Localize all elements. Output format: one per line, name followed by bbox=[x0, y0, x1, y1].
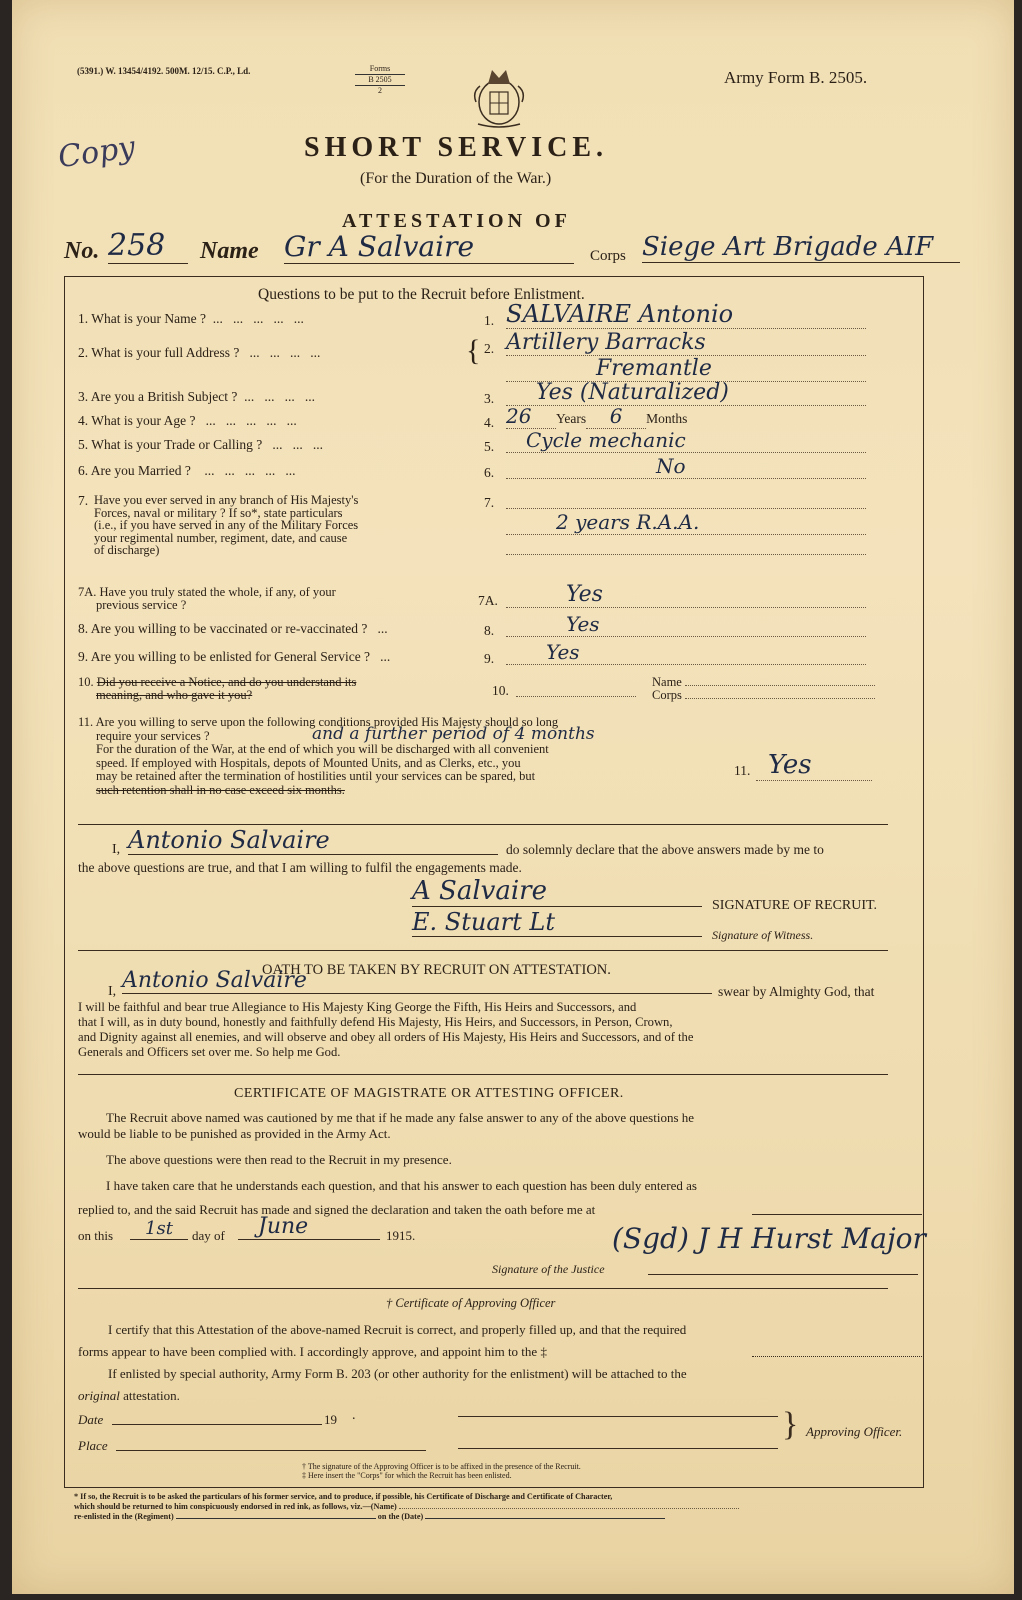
name-value: Gr A Salvaire bbox=[284, 230, 574, 264]
question-10: 10. Did you receive a Notice, and do you understand its meaning, and who gave it you? bbox=[78, 675, 357, 702]
approving-officer-label: Approving Officer. bbox=[806, 1424, 903, 1439]
answer-7-line3 bbox=[506, 546, 866, 555]
question-11: 11. Are you willing to serve upon the following conditions provided His Majesty should so long require your services ? For the duration of the War, at the end of which you will be discharged with all convenient speed. If employed with Hospitals, depots of Mounted Units, and as Clerks, etc., you may be retained after the termination of hostilities until your services can be spared, but such retention shall in no case exceed six months. bbox=[78, 715, 559, 797]
day-of-label: day of bbox=[192, 1228, 225, 1243]
answer-9: Yes bbox=[506, 640, 866, 665]
footnote bbox=[74, 1492, 739, 1522]
answer-7a: Yes bbox=[506, 582, 866, 608]
date-label: Date bbox=[78, 1412, 104, 1427]
corps-value: Siege Art Brigade AIF bbox=[642, 232, 960, 263]
answer-5: Cycle mechanic bbox=[506, 428, 866, 453]
answer-11: Yes bbox=[756, 750, 872, 781]
copy-note: Copy bbox=[55, 129, 138, 176]
approving-p2a: If enlisted by special authority, Army Form B. 203 (or other authority for the enlistment) will be attached to the bbox=[108, 1366, 687, 1381]
certificate-p1: The Recruit above named was cautioned by me that if he made any false answer to any of the above questions he would be liable to be punished as provided in the Army Act. bbox=[78, 1110, 695, 1141]
answer-3-num: 3. bbox=[484, 391, 495, 406]
officer-line-2 bbox=[458, 1448, 778, 1449]
oath-prefix: I, bbox=[108, 984, 117, 999]
question-8: 8. Are you willing to be vaccinated or re-vaccinated ? ... bbox=[78, 621, 388, 636]
oath-swear: swear by Almighty God, that bbox=[718, 984, 875, 999]
date-line bbox=[112, 1424, 322, 1425]
forms-ref-bottom: 2 bbox=[378, 86, 382, 95]
answer-2-line2: Fremantle bbox=[506, 356, 866, 382]
answer-7-line1 bbox=[506, 496, 866, 509]
year-value: 1915. bbox=[386, 1228, 416, 1243]
approving-heading: † Certificate of Approving Officer bbox=[386, 1296, 556, 1310]
forms-ref-top: Forms bbox=[369, 64, 391, 73]
answer-6: No bbox=[506, 454, 866, 479]
answer-7: 2 years R.A.A. bbox=[506, 510, 866, 535]
day-value: 1st bbox=[130, 1218, 188, 1240]
declaration-prefix: I, bbox=[112, 842, 121, 857]
question-11-insert: and a further period of 4 months bbox=[312, 724, 595, 744]
answer-10-num: 10. bbox=[492, 683, 509, 698]
place-line bbox=[752, 1214, 922, 1215]
question-1: 1. What is your Name ? ... ... ... ... ... bbox=[78, 311, 304, 326]
name-label: Name bbox=[200, 238, 259, 264]
answer-8-num: 8. bbox=[484, 623, 495, 638]
no-label: No. bbox=[64, 238, 100, 264]
attestation-heading: ATTESTATION OF bbox=[342, 210, 571, 232]
royal-coat-of-arms-icon bbox=[470, 62, 528, 130]
answer-6-num: 6. bbox=[484, 465, 495, 480]
questions-heading: Questions to be put to the Recruit before Enlistment. bbox=[258, 286, 585, 303]
approving-p2b: original attestation. bbox=[78, 1388, 180, 1403]
divider-declaration bbox=[78, 950, 888, 951]
oath-name: Antonio Salvaire bbox=[122, 968, 712, 994]
print-code: (5391.) W. 13454/4192. 500M. 12/15. C.P., Ld. bbox=[77, 66, 251, 76]
divider-oath bbox=[78, 1074, 888, 1075]
answer-1-num: 1. bbox=[484, 313, 495, 328]
certificate-p2: The above questions were then read to the Recruit in my presence. bbox=[106, 1152, 452, 1167]
place-line-approving bbox=[116, 1450, 426, 1451]
answer-11-num: 11. bbox=[734, 763, 751, 778]
answer-2-line1: Artillery Barracks bbox=[506, 330, 866, 356]
oath-line-4: Generals and Officers set over me. So help me God. bbox=[78, 1045, 341, 1059]
no-value: 258 bbox=[108, 228, 188, 264]
oath-line-2: that I will, as in duty bound, honestly and faithfully defend His Majesty, His Heirs, and Successors, in Person, Crown, bbox=[78, 1015, 673, 1029]
answer-4 bbox=[506, 404, 866, 429]
answer-9-num: 9. bbox=[484, 651, 495, 666]
answer-10-line bbox=[516, 684, 636, 697]
certificate-heading: CERTIFICATE OF MAGISTRATE OR ATTESTING OFFICER. bbox=[234, 1086, 624, 1101]
answer-3: Yes (Naturalized) bbox=[506, 380, 866, 406]
question-3: 3. Are you a British Subject ? ... ... ... ... bbox=[78, 389, 315, 404]
approving-notes bbox=[302, 1462, 581, 1480]
recruit-signature-label: SIGNATURE OF RECRUIT. bbox=[712, 898, 878, 913]
answer-5-num: 5. bbox=[484, 439, 495, 454]
place-label: Place bbox=[78, 1438, 108, 1453]
approving-p1a: I certify that this Attestation of the above-named Recruit is correct, and properly filled up, and that the required bbox=[108, 1322, 687, 1337]
answer-4-num: 4. bbox=[484, 415, 495, 430]
question-9: 9. Are you willing to be enlisted for General Service ? ... bbox=[78, 649, 391, 664]
certificate-p3b: replied to, and the said Recruit has made and signed the declaration and taken the oath before me at bbox=[78, 1202, 596, 1217]
date-period: . bbox=[352, 1408, 356, 1423]
approving-p1b: forms appear to have been complied with. I accordingly approve, and appoint him to the ‡ bbox=[78, 1344, 547, 1359]
witness-signature-label: Signature of Witness. bbox=[712, 928, 814, 942]
justice-label: Signature of the Justice bbox=[492, 1262, 605, 1276]
note-2: ‡ Here insert the "Corps" for which the Recruit has been enlisted. bbox=[302, 1471, 512, 1480]
answer-7a-num: 7A. bbox=[478, 593, 498, 608]
answer-2-num: 2. bbox=[484, 341, 495, 356]
brace-2: { bbox=[466, 334, 481, 367]
forms-ref-mid: B 2505 bbox=[355, 74, 405, 86]
question-4: 4. What is your Age ? ... ... ... ... ... bbox=[78, 413, 297, 428]
form-title: SHORT SERVICE. bbox=[304, 132, 609, 163]
answer-10-fields: Name Corps bbox=[652, 676, 875, 702]
form-subtitle: (For the Duration of the War.) bbox=[360, 170, 552, 187]
answer-7-num: 7. bbox=[484, 495, 495, 510]
question-7: 7. Have you ever served in any branch of His Majesty's Forces, naval or military ? If so*, state particulars (i.e., if you have served in any of the Military Forces your regimental number, regiment, date, and cause of discharge) bbox=[78, 493, 359, 557]
month-value: June bbox=[238, 1214, 380, 1240]
question-7a: 7A. Have you truly stated the whole, if any, of your previous service ? bbox=[78, 585, 336, 612]
answer-8: Yes bbox=[506, 612, 866, 637]
declaration-text-1: do solemnly declare that the above answers made by me to bbox=[506, 842, 824, 857]
months-label: Months bbox=[646, 411, 688, 426]
divider-certificate bbox=[78, 1288, 888, 1289]
oath-line-1: I will be faithful and bear true Allegiance to His Majesty King George the Fifth, His Heirs and Successors, and bbox=[78, 1000, 637, 1014]
question-2: 2. What is your full Address ? ... ... ... ... bbox=[78, 345, 321, 360]
justice-line bbox=[648, 1274, 918, 1275]
age-months-value: 6 bbox=[586, 404, 646, 429]
footnote-line-1: * If so, the Recruit is to be asked the particulars of his former service, and to produce, if possible, his Certificate of Discharge and Certificate of Character, bbox=[74, 1492, 613, 1501]
question-6: 6. Are you Married ? ... ... ... ... ... bbox=[78, 463, 296, 478]
answer-1: SALVAIRE Antonio bbox=[506, 300, 866, 329]
certificate-p3a: I have taken care that he understands each question, and that his answer to each question has been duly entered as bbox=[106, 1178, 697, 1193]
footnote-line-3a: re-enlisted in the (Regiment) bbox=[74, 1512, 174, 1521]
approving-corps-line bbox=[752, 1356, 922, 1357]
witness-signature: E. Stuart Lt bbox=[412, 908, 702, 937]
declarant-name: Antonio Salvaire bbox=[128, 826, 498, 855]
age-years-value: 26 bbox=[506, 404, 556, 429]
justice-signature: (Sgd) J H Hurst Major bbox=[612, 1222, 926, 1255]
footnote-line-3b: on the (Date) bbox=[377, 1512, 424, 1521]
recruit-signature: A Salvaire bbox=[412, 876, 702, 907]
divider-questions bbox=[78, 824, 888, 825]
on-this-label: on this bbox=[78, 1228, 114, 1243]
officer-line-1 bbox=[458, 1416, 778, 1417]
form-page bbox=[12, 0, 1014, 1594]
oath-text bbox=[78, 1000, 693, 1060]
footnote-line-2: which should be returned to him conspicuously endorsed in red ink, as follows, viz.—(Name) bbox=[74, 1502, 397, 1511]
forms-reference bbox=[355, 64, 405, 96]
question-5: 5. What is your Trade or Calling ? ... ... ... bbox=[78, 437, 323, 452]
officer-brace: } bbox=[782, 1406, 799, 1443]
declaration-text-2: the above questions are true, and that I am willing to fulfil the engagements made. bbox=[78, 860, 522, 875]
form-number: Army Form B. 2505. bbox=[724, 68, 868, 87]
oath-heading: OATH TO BE TAKEN BY RECRUIT ON ATTESTATION. bbox=[262, 962, 611, 978]
corps-label: Corps bbox=[590, 248, 626, 264]
year-prefix: 19 bbox=[324, 1412, 337, 1427]
note-1: † The signature of the Approving Officer is to be affixed in the presence of the Recruit. bbox=[302, 1462, 581, 1471]
years-label: Years bbox=[556, 411, 587, 426]
oath-line-3: and Dignity against all enemies, and will observe and obey all orders of His Majesty, His Heirs and Successors, and of the bbox=[78, 1030, 694, 1044]
